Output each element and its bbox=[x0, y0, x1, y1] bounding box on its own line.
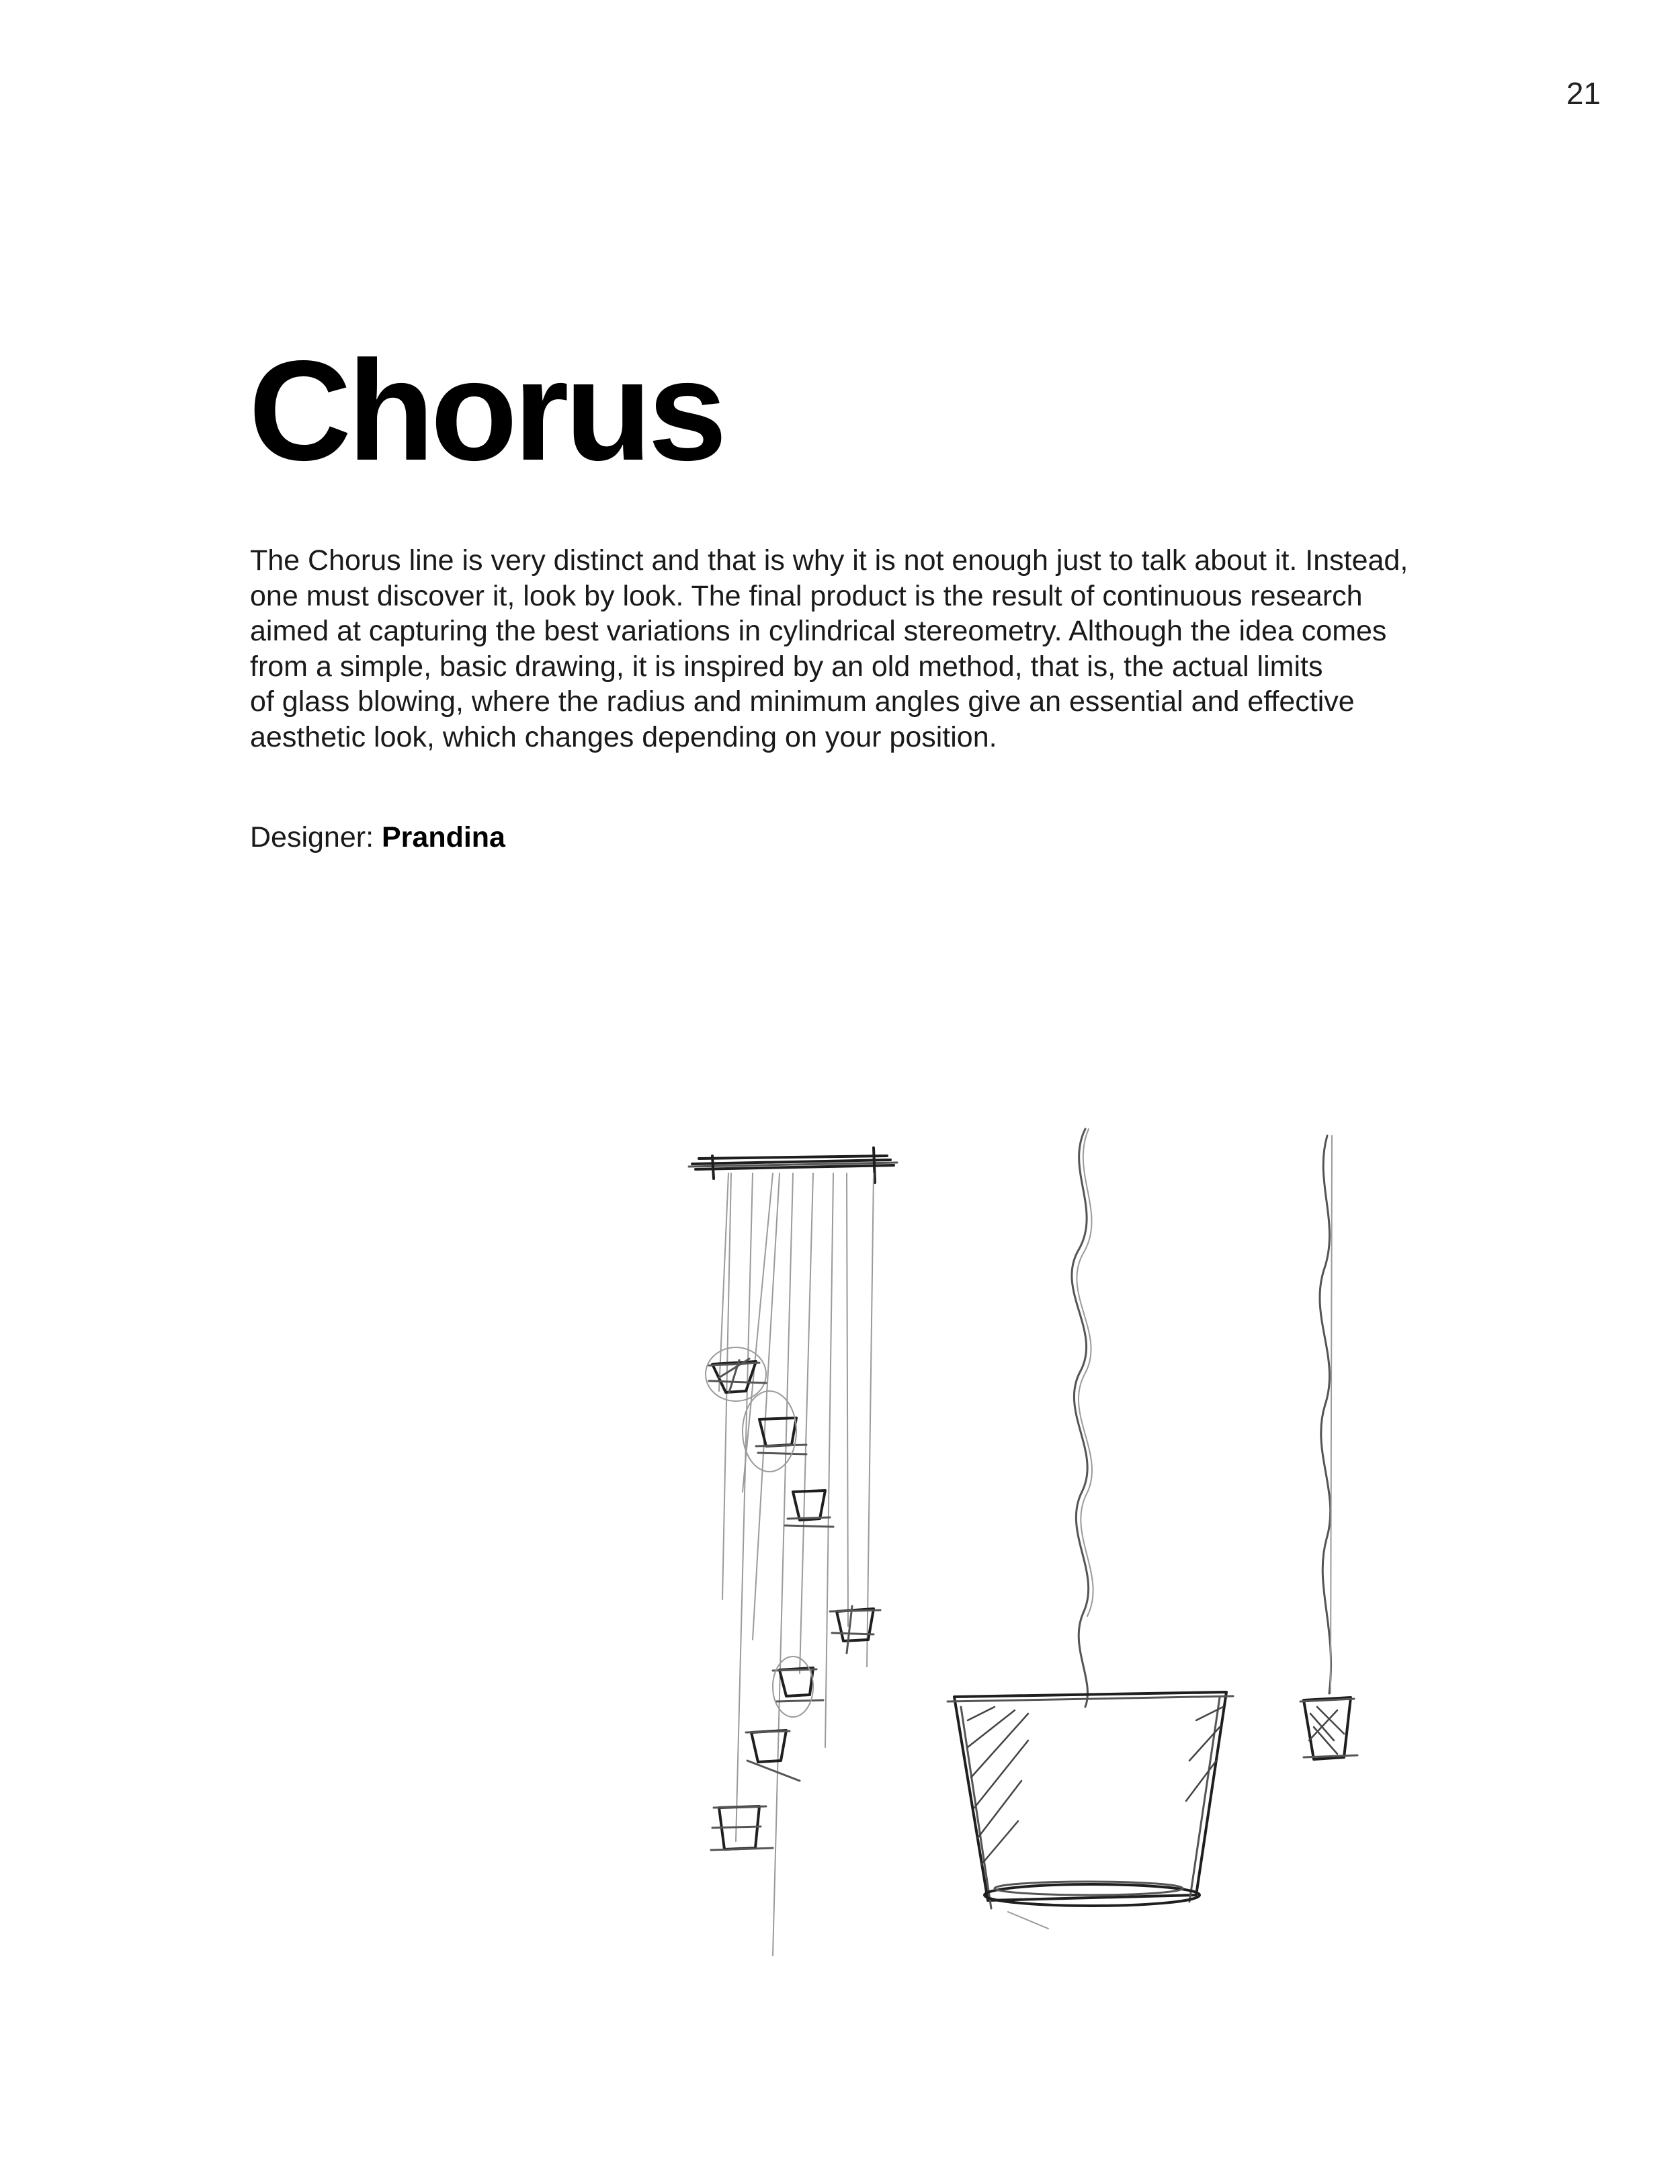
suspension-cables bbox=[719, 1173, 874, 1956]
description-line: The Chorus line is very distinct and that is why it is not enough just to talk about it. Instead, bbox=[250, 544, 1409, 577]
pendant-lamps-sketch bbox=[672, 1116, 1438, 1989]
designer-label: Designer: bbox=[250, 821, 382, 853]
description-line: one must discover it, look by look. The final product is the result of continuous research bbox=[250, 579, 1363, 612]
description-line: aimed at capturing the best variations in cylindrical stereometry. Although the idea comes bbox=[250, 615, 1387, 647]
designer-credit bbox=[250, 821, 505, 854]
small-shade bbox=[706, 1347, 766, 1401]
description-line: from a simple, basic drawing, it is inspired by an old method, that is, the actual limits bbox=[250, 650, 1323, 683]
page-title: Chorus bbox=[249, 331, 723, 490]
small-shade bbox=[785, 1490, 833, 1527]
large-pendant-cable bbox=[1072, 1129, 1093, 1707]
description-paragraph bbox=[250, 543, 1409, 755]
designer-name: Prandina bbox=[381, 821, 505, 853]
small-pendant-cable bbox=[1320, 1136, 1332, 1693]
small-pendant-shade bbox=[1300, 1697, 1357, 1759]
description-line: aesthetic look, which changes depending on your position. bbox=[250, 720, 997, 753]
description-line: of glass blowing, where the radius and minimum angles give an essential and effective bbox=[250, 685, 1355, 718]
small-shade bbox=[830, 1606, 880, 1653]
small-shade bbox=[711, 1806, 773, 1850]
large-pendant-shade bbox=[948, 1692, 1233, 1929]
small-shade bbox=[743, 1391, 806, 1472]
small-shade bbox=[746, 1730, 800, 1781]
page-number: 21 bbox=[1566, 76, 1601, 111]
